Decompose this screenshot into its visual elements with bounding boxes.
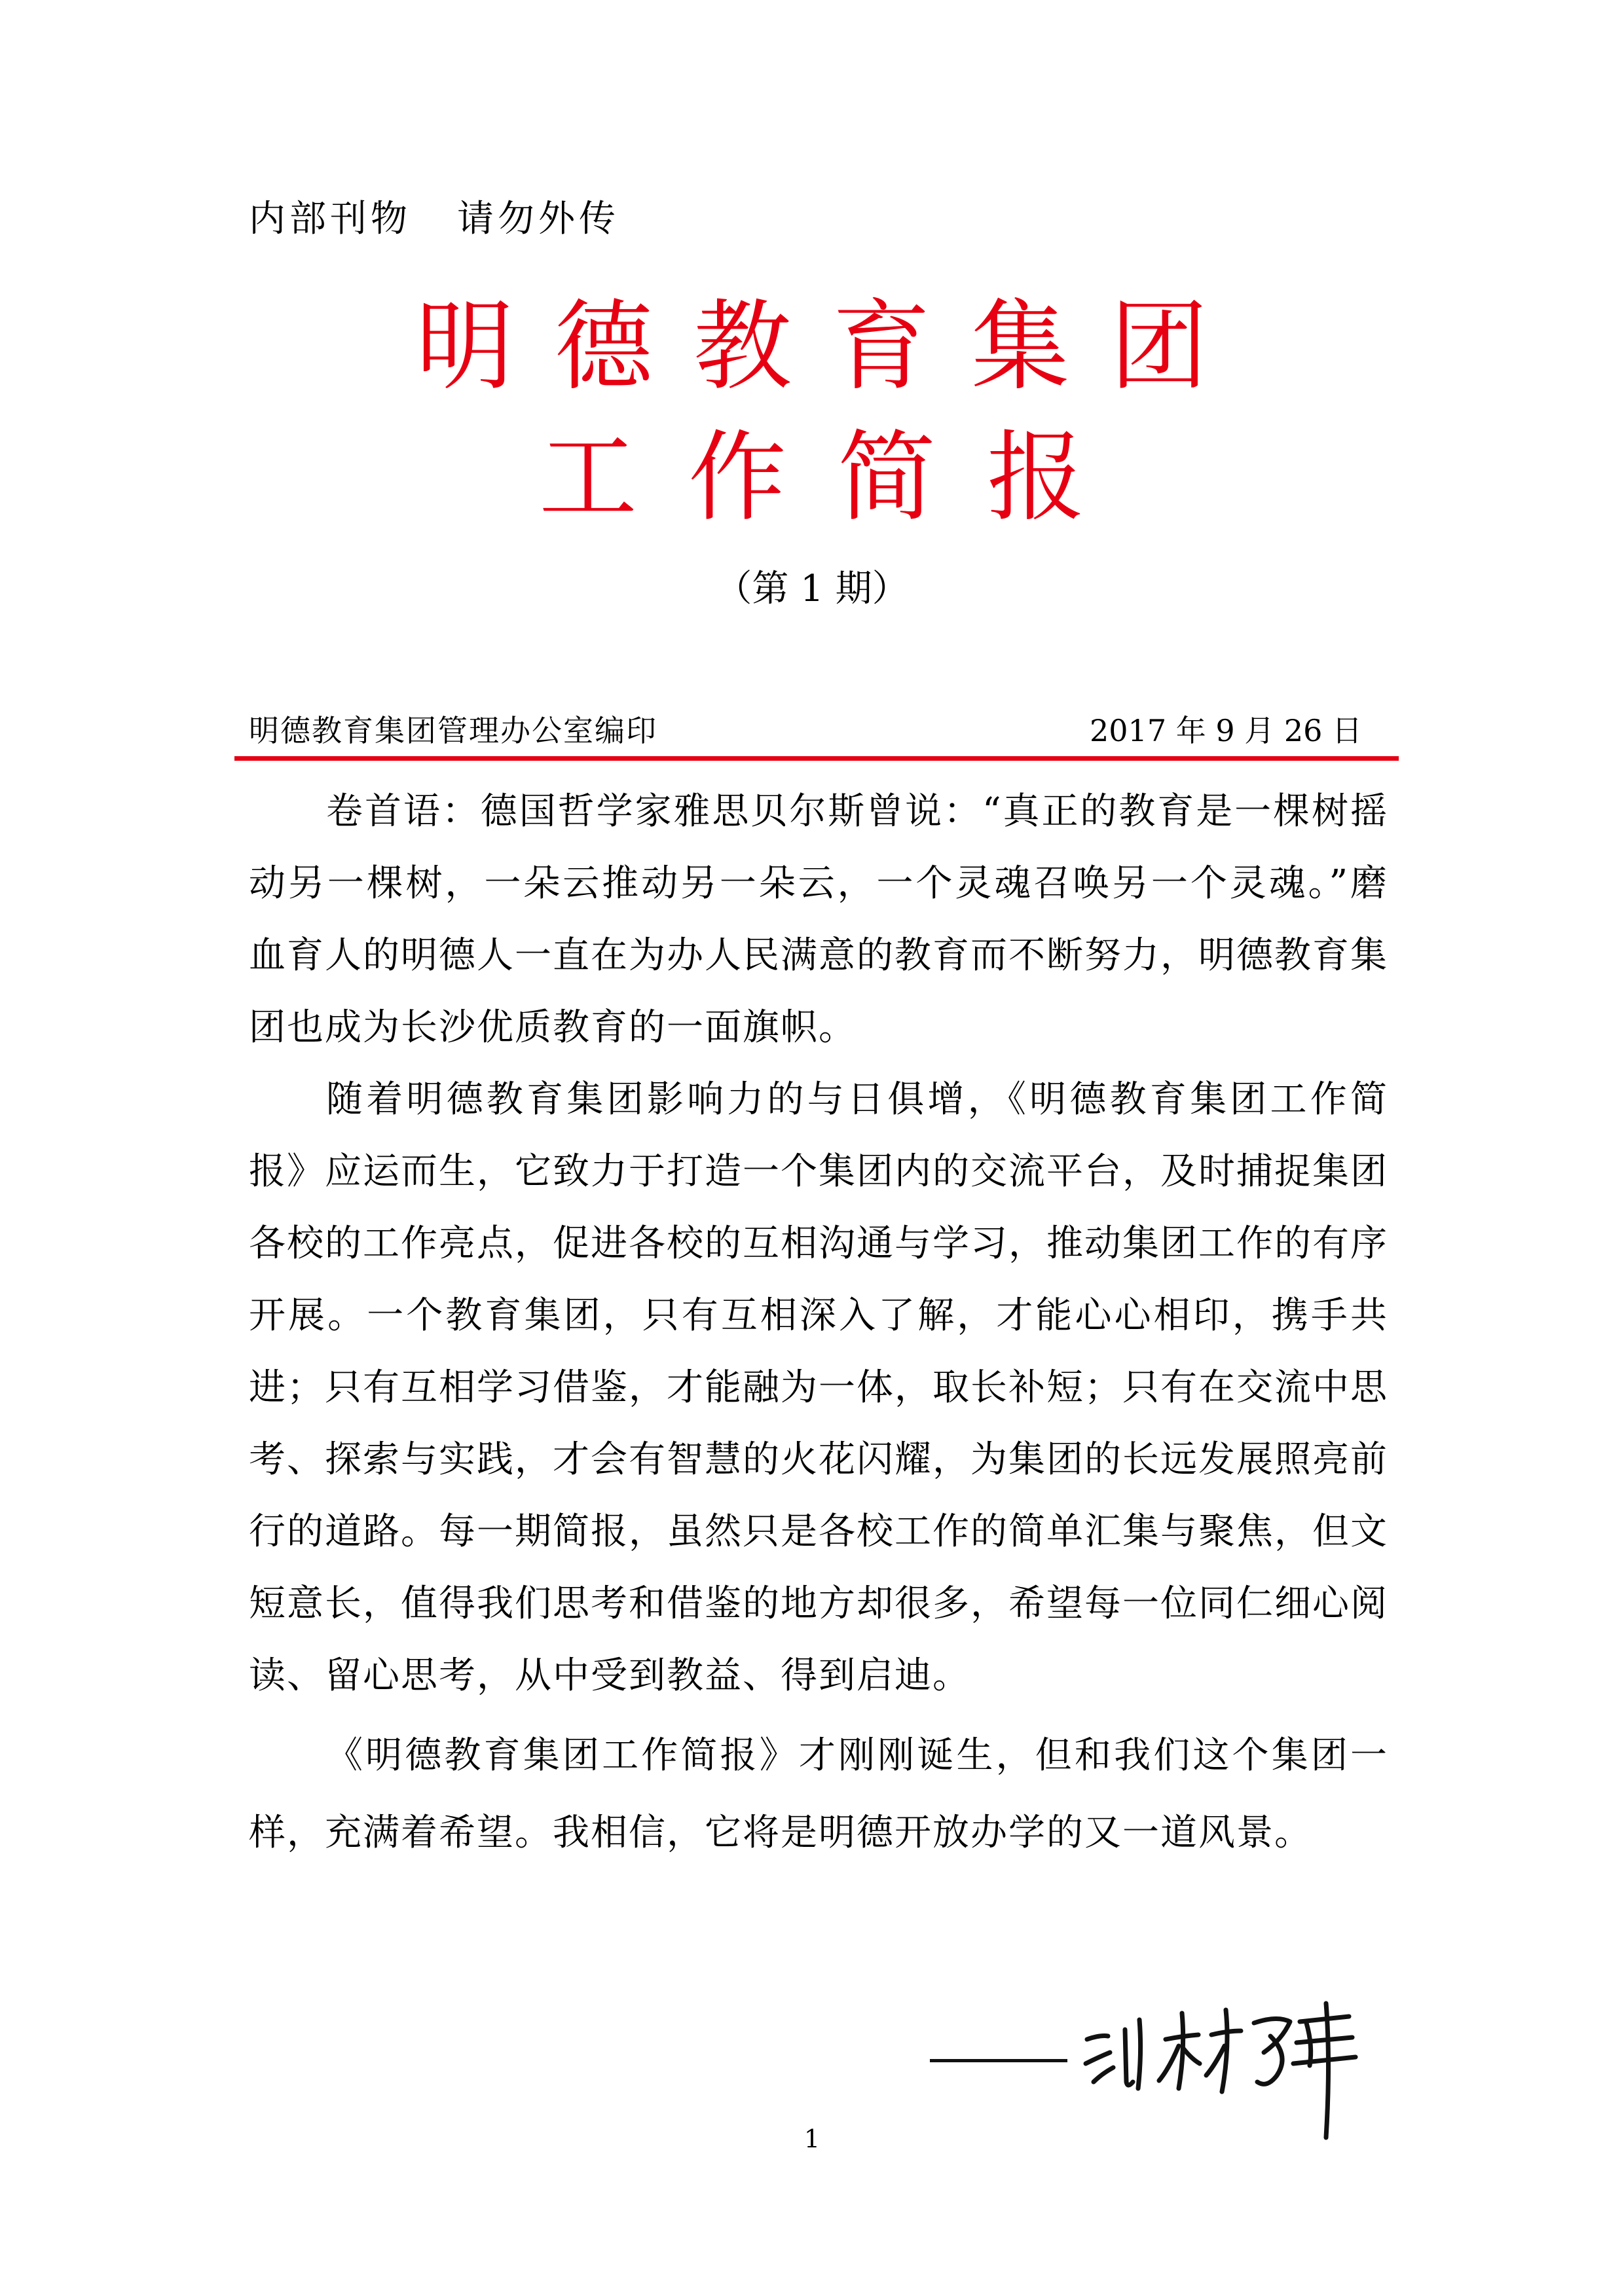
article-body [249,776,1388,1872]
paragraph-foreword: 卷首语：德国哲学家雅思贝尔斯曾说：“真正的教育是一棵树摇动另一棵树，一朵云推动另一朵云，一个灵魂召唤另一个灵魂。”磨血育人的明德人一直在为办人民满意的教育而不断努力，明德教育集团也成为长沙优质教育的一面旗帜。 [249,790,1388,1049]
handwritten-signature [1074,1984,1401,2141]
publish-date: 2017 年 9 月 26 日 [1090,713,1362,748]
page-number: 1 [803,2124,821,2153]
publisher-line: 明德教育集团管理办公室编印 [249,713,657,748]
notice-confidential: 请勿外传 [457,198,619,240]
notice-internal: 内部刊物 [249,198,411,240]
header-red-rule [234,756,1399,761]
newsletter-title-line1: 明德教育集团 [415,290,1249,404]
newsletter-title-line2: 工作简报 [538,421,1136,535]
issue-number: （第 1 期） [715,568,909,610]
signature-dash [930,2059,1067,2062]
paragraph-closing: 《明德教育集团工作简报》才刚刚诞生，但和我们这个集团一样，充满着希望。我相信，它将是明德开放办学的又一道风景。 [249,1734,1388,1854]
signature-block [930,1984,1401,2141]
internal-notice [249,190,619,242]
paragraph-purpose: 随着明德教育集团影响力的与日俱增，《明德教育集团工作简报》应运而生，它致力于打造一个集团内的交流平台，及时捕捉集团各校的工作亮点，促进各校的互相沟通与学习，推动集团工作的有序开展。一个教育集团，只有互相深入了解，才能心心相印，携手共进；只有互相学习借鉴，才能融为一体，取长补短；只有在交流中思考、探索与实践，才会有智慧的火花闪耀，为集团的长远发展照亮前行的道路。每一期简报，虽然只是各校工作的简单汇集与聚焦，但文短意长，值得我们思考和借鉴的地方却很多，希望每一位同仁细心阅读、留心思考，从中受到教益、得到启迪。 [249,1078,1388,1697]
